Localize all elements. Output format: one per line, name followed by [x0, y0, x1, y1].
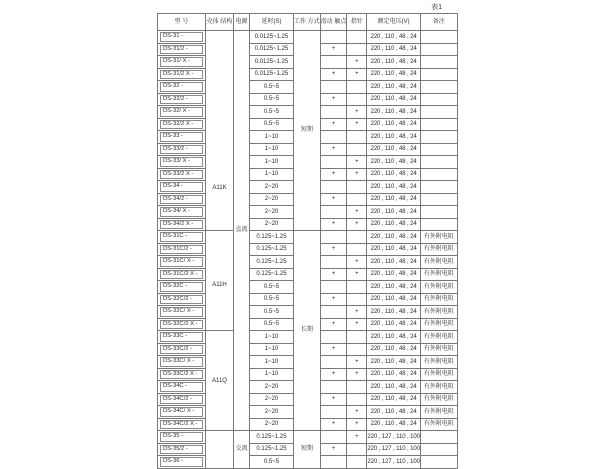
- slide-contact-cell: +: [320, 143, 347, 156]
- model-label: DS-31/ X -: [160, 57, 203, 67]
- pointer-cell: +: [347, 368, 367, 381]
- voltage-cell: 220 , 110 , 48 , 24: [367, 106, 421, 119]
- model-cell: [158, 218, 206, 231]
- model-cell: [158, 456, 206, 469]
- delay-cell: 2~20: [250, 406, 294, 419]
- model-cell: [158, 256, 206, 269]
- delay-cell: 0.125~1.25: [250, 243, 294, 256]
- remark-cell: [420, 56, 457, 69]
- slide-contact-cell: [320, 206, 347, 219]
- slide-contact-cell: +: [320, 243, 347, 256]
- header-power: 电源: [234, 14, 250, 31]
- remark-cell: [420, 43, 457, 56]
- header-row: [158, 14, 458, 31]
- model-cell: [158, 306, 206, 319]
- voltage-cell: 220 , 110 , 48 , 24: [367, 393, 421, 406]
- slide-contact-cell: [320, 431, 347, 444]
- remark-cell: 有外附电阻: [420, 318, 457, 331]
- remark-cell: 有外附电阻: [420, 406, 457, 419]
- voltage-cell: 220 , 110 , 48 , 24: [367, 93, 421, 106]
- pointer-cell: [347, 456, 367, 469]
- pointer-cell: [347, 243, 367, 256]
- pointer-cell: [347, 381, 367, 394]
- remark-cell: 有外附电阻: [420, 393, 457, 406]
- delay-cell: 0.5~5: [250, 81, 294, 94]
- model-cell: [158, 93, 206, 106]
- model-cell: [158, 31, 206, 44]
- model-label: DS-33C/2 X -: [160, 370, 203, 380]
- slide-contact-cell: +: [320, 168, 347, 181]
- delay-cell: 2~20: [250, 381, 294, 394]
- pointer-cell: +: [347, 318, 367, 331]
- voltage-cell: 220 , 110 , 48 , 24: [367, 143, 421, 156]
- model-cell: [158, 131, 206, 144]
- pointer-cell: +: [347, 168, 367, 181]
- header-pointer: 指针: [347, 14, 367, 31]
- pointer-cell: +: [347, 418, 367, 431]
- voltage-cell: 220 , 127 , 110 , 100: [367, 431, 421, 444]
- delay-cell: 0.125~1.25: [250, 431, 294, 444]
- table-row: [158, 431, 458, 444]
- pointer-cell: +: [347, 56, 367, 69]
- voltage-cell: 220 , 110 , 48 , 24: [367, 256, 421, 269]
- model-label: DS-31C/2 X -: [160, 270, 203, 280]
- remark-cell: [420, 206, 457, 219]
- remark-cell: 有外附电阻: [420, 243, 457, 256]
- remark-cell: 有外附电阻: [420, 281, 457, 294]
- voltage-cell: 220 , 110 , 48 , 24: [367, 406, 421, 419]
- model-label: DS-32 -: [160, 82, 203, 92]
- delay-cell: 2~20: [250, 393, 294, 406]
- model-cell: [158, 356, 206, 369]
- slide-contact-cell: +: [320, 318, 347, 331]
- voltage-cell: 220 , 110 , 48 , 24: [367, 356, 421, 369]
- remark-cell: [420, 93, 457, 106]
- model-label: DS-32C/2 X -: [160, 320, 203, 330]
- model-cell: [158, 243, 206, 256]
- table-caption: 表1: [431, 4, 442, 11]
- model-label: DS-33C -: [160, 332, 203, 342]
- pointer-cell: [347, 143, 367, 156]
- remark-cell: [420, 31, 457, 44]
- voltage-cell: 220 , 110 , 48 , 24: [367, 156, 421, 169]
- remark-cell: 有外附电阻: [420, 381, 457, 394]
- model-label: DS-32/ X -: [160, 107, 203, 117]
- delay-cell: 1~10: [250, 143, 294, 156]
- pointer-cell: +: [347, 306, 367, 319]
- slide-contact-cell: [320, 181, 347, 194]
- header-shell: 壳体 结构: [206, 14, 234, 31]
- slide-contact-cell: [320, 106, 347, 119]
- pointer-cell: [347, 93, 367, 106]
- model-label: DS-31 -: [160, 32, 203, 42]
- shell-structure-label: A11K: [212, 185, 227, 192]
- delay-cell: 0.5~5: [250, 118, 294, 131]
- slide-contact-cell: +: [320, 218, 347, 231]
- delay-cell: 0.125~1.25: [250, 256, 294, 269]
- delay-cell: 0.0125~1.25: [250, 56, 294, 69]
- voltage-cell: 220 , 110 , 48 , 24: [367, 43, 421, 56]
- slide-contact-cell: +: [320, 418, 347, 431]
- header-remark: 备注: [420, 14, 457, 31]
- model-cell: [158, 156, 206, 169]
- model-cell: [158, 56, 206, 69]
- remark-cell: 有外附电阻: [420, 356, 457, 369]
- model-label: DS-35/2 -: [160, 445, 203, 455]
- remark-cell: 有外附电阻: [420, 231, 457, 244]
- model-cell: [158, 43, 206, 56]
- delay-cell: 0.0125~1.25: [250, 68, 294, 81]
- delay-cell: 2~20: [250, 218, 294, 231]
- slide-contact-cell: [320, 56, 347, 69]
- delay-cell: 1~10: [250, 331, 294, 344]
- model-label: DS-32C/ X -: [160, 307, 203, 317]
- voltage-cell: 220 , 110 , 48 , 24: [367, 343, 421, 356]
- power-label: 交流: [235, 446, 248, 453]
- remark-cell: 有外附电阻: [420, 293, 457, 306]
- remark-cell: [420, 456, 457, 469]
- remark-cell: 有外附电阻: [420, 268, 457, 281]
- voltage-cell: 220 , 110 , 48 , 24: [367, 81, 421, 94]
- voltage-cell: 220 , 110 , 48 , 24: [367, 306, 421, 319]
- pointer-cell: [347, 443, 367, 456]
- delay-cell: 1~10: [250, 356, 294, 369]
- model-cell: [158, 231, 206, 244]
- voltage-cell: 220 , 110 , 48 , 24: [367, 418, 421, 431]
- voltage-cell: 220 , 110 , 48 , 24: [367, 381, 421, 394]
- model-label: DS-36 -: [160, 457, 203, 467]
- model-cell: [158, 331, 206, 344]
- model-cell: [158, 268, 206, 281]
- pointer-cell: +: [347, 206, 367, 219]
- voltage-cell: 220 , 110 , 48 , 24: [367, 331, 421, 344]
- slide-contact-cell: [320, 356, 347, 369]
- model-cell: [158, 318, 206, 331]
- slide-contact-cell: +: [320, 68, 347, 81]
- delay-cell: 0.0125~1.25: [250, 31, 294, 44]
- model-label: DS-32C/2 -: [160, 295, 203, 305]
- slide-contact-cell: +: [320, 343, 347, 356]
- delay-cell: 0.5~5: [250, 456, 294, 469]
- pointer-cell: [347, 31, 367, 44]
- model-label: DS-33C/2 -: [160, 345, 203, 355]
- model-label: DS-34/2 X -: [160, 220, 203, 230]
- remark-cell: [420, 156, 457, 169]
- model-cell: [158, 68, 206, 81]
- delay-cell: 2~20: [250, 193, 294, 206]
- slide-contact-cell: +: [320, 443, 347, 456]
- model-cell: [158, 406, 206, 419]
- model-label: DS-34C -: [160, 382, 203, 392]
- model-label: DS-33/2 X -: [160, 170, 203, 180]
- pointer-cell: [347, 181, 367, 194]
- model-label: DS-34/ X -: [160, 207, 203, 217]
- model-cell: [158, 106, 206, 119]
- delay-cell: 1~10: [250, 131, 294, 144]
- duty-mode-label: 短期: [300, 446, 313, 453]
- slide-contact-cell: [320, 406, 347, 419]
- delay-cell: 0.5~5: [250, 93, 294, 106]
- voltage-cell: 220 , 110 , 48 , 24: [367, 218, 421, 231]
- remark-cell: [420, 118, 457, 131]
- model-label: DS-35 -: [160, 432, 203, 442]
- model-cell: [158, 193, 206, 206]
- pointer-cell: [347, 193, 367, 206]
- voltage-cell: 220 , 110 , 48 , 24: [367, 68, 421, 81]
- model-label: DS-33C/ X -: [160, 357, 203, 367]
- model-cell: [158, 381, 206, 394]
- slide-contact-cell: +: [320, 293, 347, 306]
- spec-table: [157, 13, 458, 469]
- slide-contact-cell: [320, 156, 347, 169]
- pointer-cell: +: [347, 431, 367, 444]
- delay-cell: 0.5~5: [250, 281, 294, 294]
- model-cell: [158, 368, 206, 381]
- remark-cell: [420, 81, 457, 94]
- voltage-cell: 220 , 110 , 48 , 24: [367, 243, 421, 256]
- model-cell: [158, 143, 206, 156]
- duty-mode-cell: [294, 231, 321, 431]
- model-cell: [158, 431, 206, 444]
- shell-structure-cell: [206, 331, 234, 431]
- duty-mode-cell: [294, 31, 321, 231]
- remark-cell: 有外附电阻: [420, 418, 457, 431]
- remark-cell: [420, 218, 457, 231]
- slide-contact-cell: [320, 456, 347, 469]
- header-voltage: 额定电压(V): [367, 14, 421, 31]
- delay-cell: 1~10: [250, 343, 294, 356]
- model-label: DS-31/2 -: [160, 45, 203, 55]
- pointer-cell: +: [347, 218, 367, 231]
- voltage-cell: 220 , 110 , 48 , 24: [367, 181, 421, 194]
- duty-mode-label: 短期: [300, 127, 313, 134]
- model-label: DS-33/2 -: [160, 145, 203, 155]
- remark-cell: [420, 106, 457, 119]
- slide-contact-cell: [320, 231, 347, 244]
- remark-cell: 有外附电阻: [420, 256, 457, 269]
- slide-contact-cell: +: [320, 368, 347, 381]
- model-label: DS-34C/2 -: [160, 395, 203, 405]
- model-cell: [158, 281, 206, 294]
- delay-cell: 2~20: [250, 181, 294, 194]
- remark-cell: 有外附电阻: [420, 331, 457, 344]
- slide-contact-cell: [320, 81, 347, 94]
- model-label: DS-31C/2 -: [160, 245, 203, 255]
- pointer-cell: [347, 281, 367, 294]
- delay-cell: 0.125~1.25: [250, 443, 294, 456]
- voltage-cell: 220 , 110 , 48 , 24: [367, 31, 421, 44]
- power-label: 直流: [235, 227, 248, 234]
- pointer-cell: [347, 43, 367, 56]
- delay-cell: 0.0125~1.25: [250, 43, 294, 56]
- power-cell: [234, 31, 250, 431]
- pointer-cell: [347, 231, 367, 244]
- duty-mode-label: 长期: [300, 327, 313, 334]
- delay-cell: 1~10: [250, 156, 294, 169]
- header-delay: 延时(S): [250, 14, 294, 31]
- remark-cell: [420, 193, 457, 206]
- pointer-cell: [347, 331, 367, 344]
- slide-contact-cell: +: [320, 393, 347, 406]
- remark-cell: [420, 131, 457, 144]
- model-label: DS-32/2 -: [160, 95, 203, 105]
- remark-cell: 有外附电阻: [420, 343, 457, 356]
- pointer-cell: +: [347, 106, 367, 119]
- model-label: DS-33 -: [160, 132, 203, 142]
- pointer-cell: +: [347, 156, 367, 169]
- slide-contact-cell: [320, 31, 347, 44]
- pointer-cell: +: [347, 406, 367, 419]
- voltage-cell: 220 , 110 , 48 , 24: [367, 206, 421, 219]
- pointer-cell: +: [347, 268, 367, 281]
- pointer-cell: +: [347, 256, 367, 269]
- pointer-cell: [347, 393, 367, 406]
- model-label: DS-32/2 X -: [160, 120, 203, 130]
- shell-structure-cell: [206, 431, 234, 469]
- delay-cell: 1~10: [250, 368, 294, 381]
- model-cell: [158, 443, 206, 456]
- model-cell: [158, 168, 206, 181]
- model-cell: [158, 293, 206, 306]
- duty-mode-cell: [294, 431, 321, 469]
- slide-contact-cell: +: [320, 118, 347, 131]
- pointer-cell: [347, 343, 367, 356]
- model-label: DS-34 -: [160, 182, 203, 192]
- model-label: DS-32C -: [160, 282, 203, 292]
- voltage-cell: 220 , 110 , 48 , 24: [367, 131, 421, 144]
- remark-cell: 有外附电阻: [420, 306, 457, 319]
- slide-contact-cell: [320, 306, 347, 319]
- remark-cell: [420, 143, 457, 156]
- voltage-cell: 220 , 110 , 48 , 24: [367, 168, 421, 181]
- shell-structure-label: A11Q: [212, 378, 227, 385]
- model-label: DS-34/2 -: [160, 195, 203, 205]
- model-cell: [158, 343, 206, 356]
- pointer-cell: [347, 81, 367, 94]
- slide-contact-cell: +: [320, 43, 347, 56]
- table-row: [158, 31, 458, 44]
- pointer-cell: +: [347, 68, 367, 81]
- delay-cell: 0.125~1.25: [250, 231, 294, 244]
- voltage-cell: 220 , 110 , 48 , 24: [367, 318, 421, 331]
- model-label: DS-34C/2 X -: [160, 420, 203, 430]
- delay-cell: 0.5~5: [250, 106, 294, 119]
- shell-structure-cell: [206, 31, 234, 231]
- pointer-cell: [347, 131, 367, 144]
- slide-contact-cell: [320, 256, 347, 269]
- remark-cell: 有外附电阻: [420, 368, 457, 381]
- pointer-cell: +: [347, 356, 367, 369]
- delay-cell: 1~10: [250, 168, 294, 181]
- delay-cell: 0.5~5: [250, 306, 294, 319]
- pointer-cell: +: [347, 118, 367, 131]
- model-label: DS-34C/ X -: [160, 407, 203, 417]
- model-cell: [158, 118, 206, 131]
- slide-contact-cell: [320, 381, 347, 394]
- shell-structure-label: A11H: [212, 281, 227, 288]
- voltage-cell: 220 , 127 , 110 , 100: [367, 443, 421, 456]
- voltage-cell: 220 , 110 , 48 , 24: [367, 268, 421, 281]
- header-duty: 工作 方式: [294, 14, 321, 31]
- header-model: 型 号: [158, 14, 206, 31]
- model-label: DS-31C/ X -: [160, 257, 203, 267]
- remark-cell: [420, 68, 457, 81]
- remark-cell: [420, 431, 457, 444]
- model-label: DS-33/ X -: [160, 157, 203, 167]
- remark-cell: [420, 181, 457, 194]
- model-cell: [158, 181, 206, 194]
- slide-contact-cell: +: [320, 193, 347, 206]
- voltage-cell: 220 , 110 , 48 , 24: [367, 281, 421, 294]
- model-cell: [158, 206, 206, 219]
- voltage-cell: 220 , 110 , 48 , 24: [367, 368, 421, 381]
- delay-cell: 0.5~5: [250, 293, 294, 306]
- pointer-cell: [347, 293, 367, 306]
- shell-structure-cell: [206, 231, 234, 331]
- slide-contact-cell: +: [320, 93, 347, 106]
- slide-contact-cell: [320, 281, 347, 294]
- power-cell: [234, 431, 250, 469]
- model-cell: [158, 418, 206, 431]
- voltage-cell: 220 , 110 , 48 , 24: [367, 56, 421, 69]
- delay-cell: 2~20: [250, 418, 294, 431]
- delay-cell: 0.125~1.25: [250, 268, 294, 281]
- header-slide-contact: 滑动 触点: [320, 14, 347, 31]
- model-label: DS-31C -: [160, 232, 203, 242]
- voltage-cell: 220 , 110 , 48 , 24: [367, 193, 421, 206]
- remark-cell: [420, 443, 457, 456]
- slide-contact-cell: [320, 331, 347, 344]
- delay-cell: 0.5~5: [250, 318, 294, 331]
- table-body: [158, 31, 458, 469]
- model-cell: [158, 393, 206, 406]
- table-row: [158, 231, 458, 244]
- slide-contact-cell: +: [320, 268, 347, 281]
- delay-cell: 2~20: [250, 206, 294, 219]
- remark-cell: [420, 168, 457, 181]
- voltage-cell: 220 , 110 , 48 , 24: [367, 231, 421, 244]
- voltage-cell: 220 , 110 , 48 , 24: [367, 118, 421, 131]
- model-label: DS-31/2 X -: [160, 70, 203, 80]
- model-cell: [158, 81, 206, 94]
- slide-contact-cell: [320, 131, 347, 144]
- voltage-cell: 220 , 110 , 48 , 24: [367, 293, 421, 306]
- voltage-cell: 220 , 127 , 110 , 100: [367, 456, 421, 469]
